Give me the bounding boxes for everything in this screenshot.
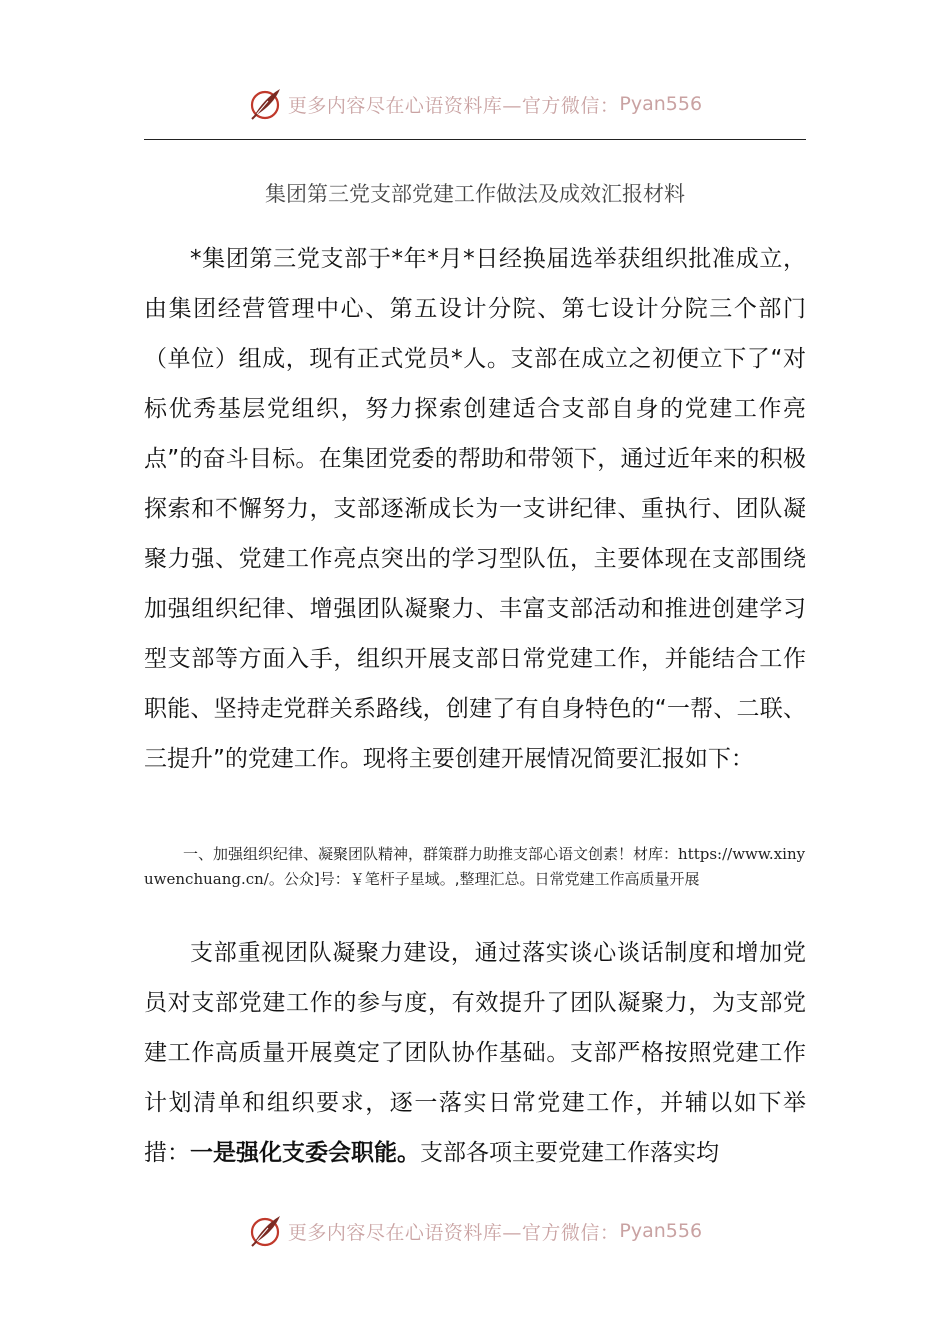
banner-text: 更多内容尽在心语资料库—官方微信： [287,94,620,117]
feather-pen-logo-icon [248,1213,284,1249]
intro-paragraph: *集团第三党支部于*年*月*日经换届选举获组织批准成立，由集团经营管理中心、第五设计分院、第七设计分院三个部门（单位）组成，现有正式党员*人。支部在成立之初便立下了“对标优秀基层党组织，努力探索创建适合支部自身的党建工作亮点”的奋斗目标。在集团党委的帮助和带领下，通过近年来的积极探索和不懈努力，支部逐渐成长为一支讲纪律、重执行、团队凝聚力强、党建工作亮点突出的学习型队伍，主要体现在支部围绕加强组织纪律、增强团队凝聚力、丰富支部活动和推进创建学习型支部等方面入手，组织开展支部日常党建工作，并能结合工作职能、坚持走党群关系路线，创建了有自身特色的“一帮、二联、三提升”的党建工作。现将主要创建开展情况简要汇报如下： [144,246,806,772]
para2-bold-point: 一是强化支委会职能。 [190,1140,420,1166]
header-watermark-banner [0,82,950,126]
body-paragraph-2 [144,928,806,1178]
header-divider [144,139,806,140]
feather-pen-logo-icon [248,86,284,122]
section-heading-text-b: 。公众]号：￥笔杆子星域。,整理汇总。日常党建工作高质量开展 [268,870,700,888]
banner-wechat-id: Pyan556 [619,1220,703,1242]
section-heading-1 [144,842,808,892]
section-heading-text-a: 一、加强组织纪律、凝聚团队精神，群策群力助推支部心语文创素！材库： [183,845,679,863]
banner-wechat-id: Pyan556 [619,93,703,115]
section-heading-url: https://www.xinyuwenchuang.cn/ [144,845,806,888]
footer-watermark-banner [0,1209,950,1253]
banner-text: 更多内容尽在心语资料库—官方微信： [287,1221,620,1244]
document-title: 集团第三党支部党建工作做法及成效汇报材料 [265,182,685,206]
para2-text-b: 支部各项主要党建工作落实均 [420,1140,719,1166]
para2-text-a: 支部重视团队凝聚力建设，通过落实谈心谈话制度和增加党员对支部党建工作的参与度，有效提升了团队凝聚力，为支部党建工作高质量开展奠定了团队协作基础。支部严格按照党建工作计划清单和组织要求，逐一落实日常党建工作，并辅以如下举措： [144,940,806,1166]
